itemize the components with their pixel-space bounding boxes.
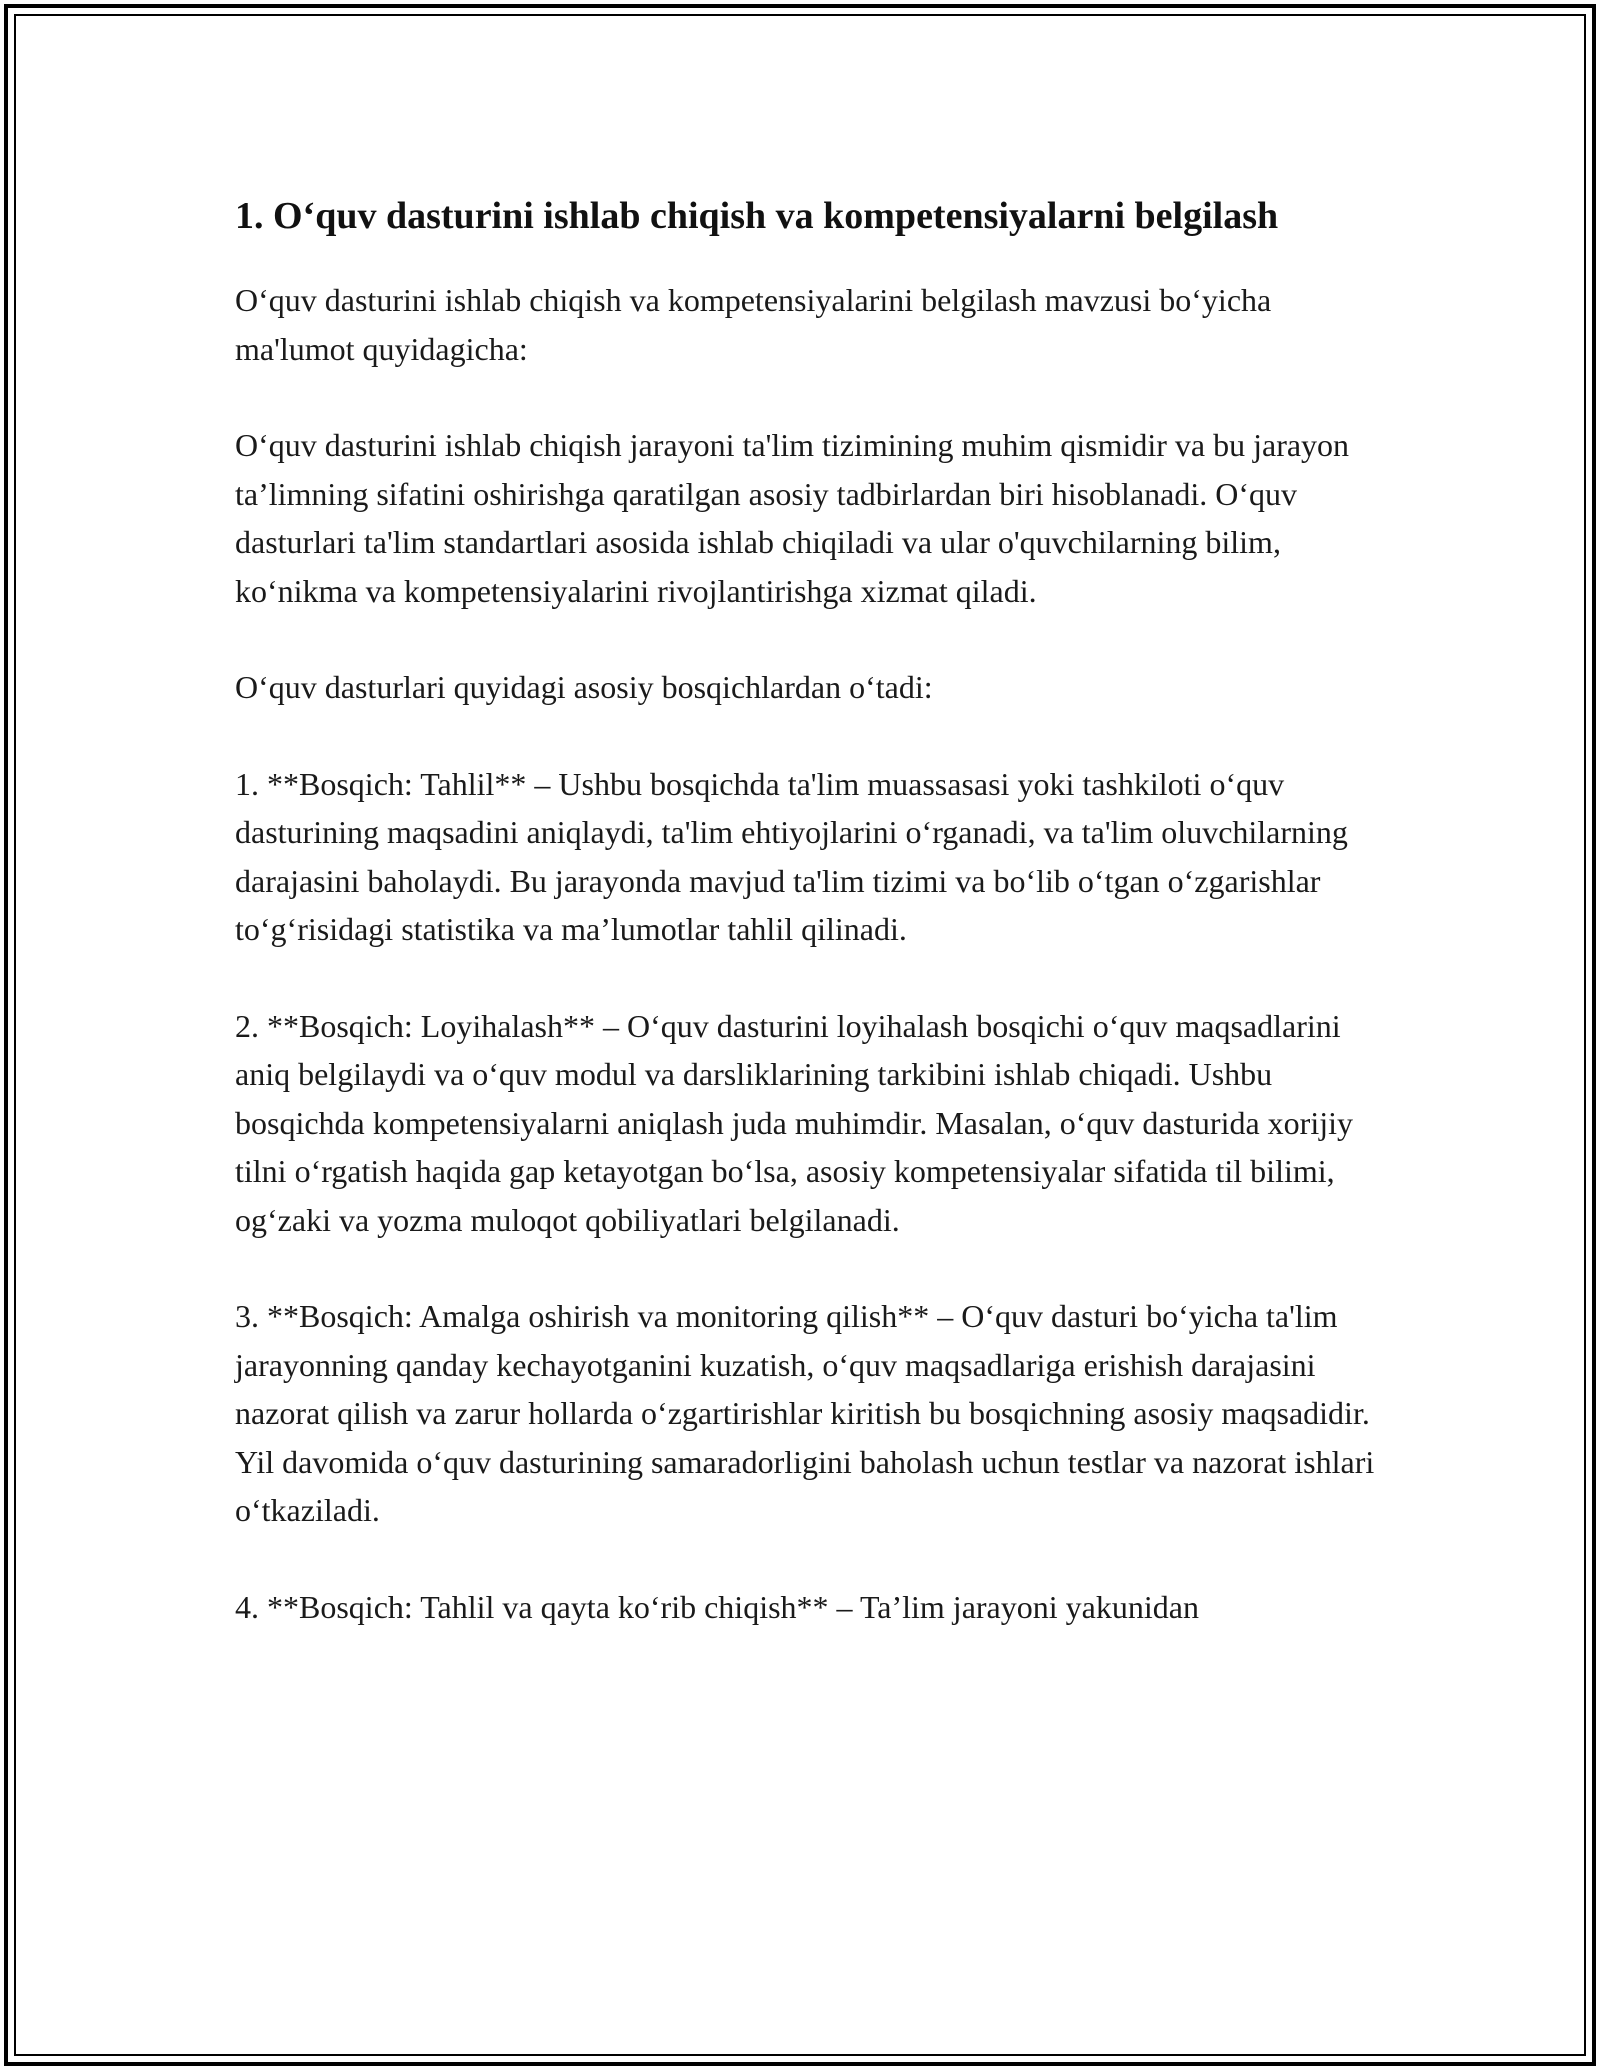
overview-paragraph: O‘quv dasturini ishlab chiqish jarayoni ta'lim tizimining muhim qismidir va bu jarayon ta’limning sifatini oshirishga qaratilgan asosiy tadbirlardan biri hisoblanadi. O‘quv dasturlari ta'lim standartlari asosida ishlab chiqiladi va ular o'quvchilarning bilim, ko‘nikma va kompetensiyalarini rivojlantirishga xizmat qiladi.: [235, 427, 1350, 609]
intro-paragraph: O‘quv dasturini ishlab chiqish va kompetensiyalarini belgilash mavzusi bo‘yicha ma'lumot quyidagicha:: [235, 282, 1272, 367]
stages-intro-paragraph: O‘quv dasturlari quyidagi asosiy bosqichlardan o‘tadi:: [235, 669, 933, 705]
stage-1-paragraph: 1. **Bosqich: Tahlil** – Ushbu bosqichda ta'lim muassasasi yoki tashkiloti o‘quv dasturining maqsadini aniqlaydi, ta'lim ehtiyojlarini o‘rganadi, va ta'lim oluvchilarning darajasini baholaydi. Bu jarayonda mavjud ta'lim tizimi va bo‘lib o‘tgan o‘zgarishlar to‘g‘risidagi statistika va ma’lumotlar tahlil qilinadi.: [235, 765, 1348, 947]
document-body: [235, 188, 1375, 1679]
section-heading: 1. O‘quv dasturini ishlab chiqish va kompetensiyalarni belgilash: [235, 195, 1279, 237]
stage-3-paragraph: 3. **Bosqich: Amalga oshirish va monitoring qilish** – O‘quv dasturi bo‘yicha ta'lim jarayonning qanday kechayotganini kuzatish, o‘quv maqsadlariga erishish darajasini nazorat qilish va zarur hollarda o‘zgartirishlar kiritish bu bosqichning asosiy maqsadidir. Yil davomida o‘quv dasturining samaradorligini baholash uchun testlar va nazorat ishlari o‘tkaziladi.: [235, 1298, 1375, 1528]
stage-2-paragraph: 2. **Bosqich: Loyihalash** – O‘quv dasturini loyihalash bosqichi o‘quv maqsadlarini aniq belgilaydi va o‘quv modul va darsliklarining tarkibini ishlab chiqadi. Ushbu bosqichda kompetensiyalarni aniqlash juda muhimdir. Masalan, o‘quv dasturida xorijiy tilni o‘rgatish haqida gap ketayotgan bo‘lsa, asosiy kompetensiyalar sifatida til bilimi, og‘zaki va yozma muloqot qobiliyatlari belgilanadi.: [235, 1007, 1353, 1238]
stage-4-paragraph: 4. **Bosqich: Tahlil va qayta ko‘rib chiqish** – Ta’lim jarayoni yakunidan: [235, 1588, 1199, 1625]
